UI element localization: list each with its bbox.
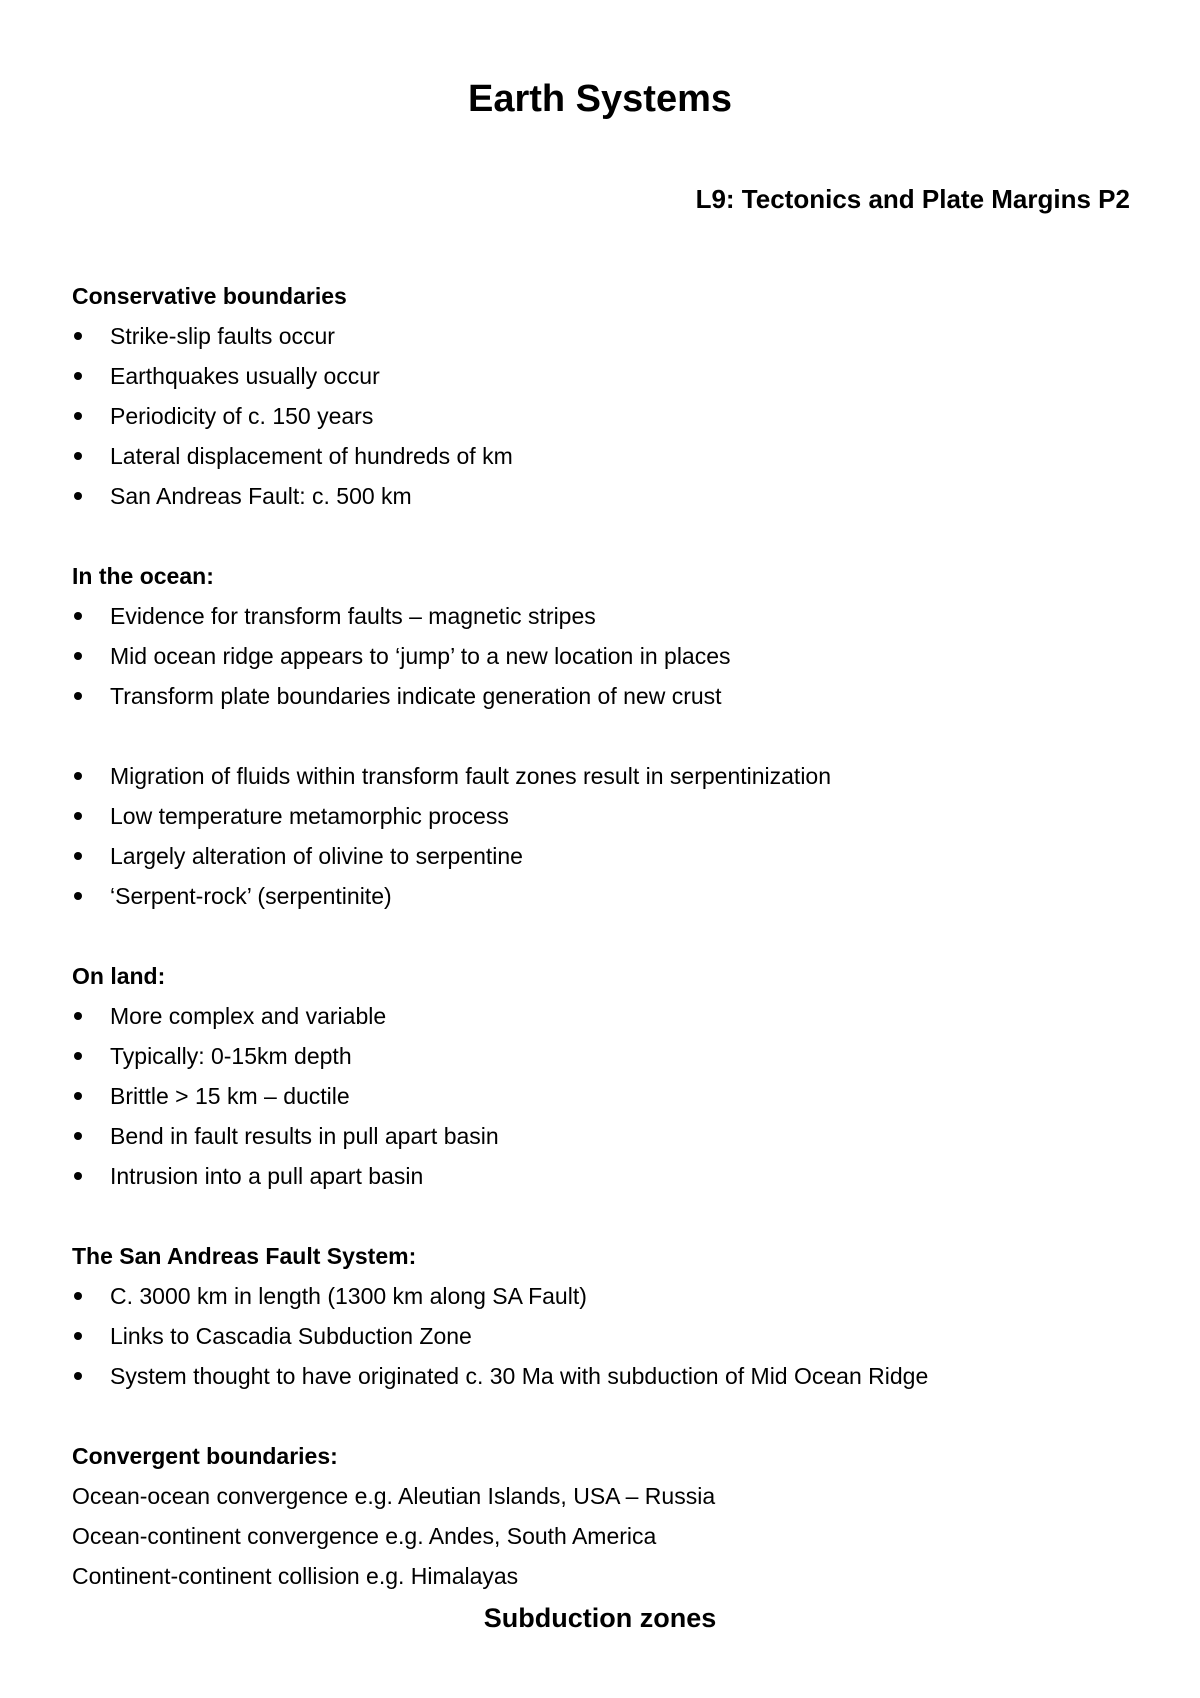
list-item: C. 3000 km in length (1300 km along SA Fault) (72, 1276, 1152, 1316)
list-item: Transform plate boundaries indicate generation of new crust (72, 676, 1152, 716)
list-item: Evidence for transform faults – magnetic stripes (72, 596, 1152, 636)
section-title-subduction: Subduction zones (483, 1603, 717, 1633)
list-item: Strike-slip faults occur (72, 316, 1152, 356)
spacer (72, 716, 1152, 756)
list-item: Mid ocean ridge appears to ‘jump’ to a new location in places (72, 636, 1152, 676)
list-item: Lateral displacement of hundreds of km (72, 436, 1152, 476)
spacer (72, 916, 1152, 956)
list-item: San Andreas Fault: c. 500 km (72, 476, 1152, 516)
list-item: Migration of fluids within transform fault zones result in serpentinization (72, 756, 1152, 796)
bullet-list-serpentinization (72, 756, 1152, 916)
text-line: Ocean-ocean convergence e.g. Aleutian Islands, USA – Russia (72, 1483, 716, 1509)
section-heading-land: On land: (72, 963, 166, 989)
list-item: Periodicity of c. 150 years (72, 396, 1152, 436)
bullet-list-ocean (72, 596, 1152, 716)
spacer (72, 516, 1152, 556)
document-body (72, 276, 1152, 1640)
list-item: Low temperature metamorphic process (72, 796, 1152, 836)
list-item: Links to Cascadia Subduction Zone (72, 1316, 1152, 1356)
section-heading-ocean: In the ocean: (72, 563, 214, 589)
list-item: Bend in fault results in pull apart basin (72, 1116, 1152, 1156)
list-item: Earthquakes usually occur (72, 356, 1152, 396)
list-item: System thought to have originated c. 30 Ma with subduction of Mid Ocean Ridge (72, 1356, 1152, 1396)
bullet-list-conservative (72, 316, 1152, 516)
list-item: Intrusion into a pull apart basin (72, 1156, 1152, 1196)
document-title: Earth Systems (467, 78, 732, 120)
section-heading-convergent: Convergent boundaries: (72, 1443, 338, 1469)
spacer (72, 1196, 1152, 1236)
bullet-list-san-andreas (72, 1276, 1152, 1396)
lecture-subtitle: L9: Tectonics and Plate Margins P2 (695, 184, 1130, 214)
list-item: Largely alteration of olivine to serpentine (72, 836, 1152, 876)
list-item: ‘Serpent-rock’ (serpentinite) (72, 876, 1152, 916)
text-line: Ocean-continent convergence e.g. Andes, South America (72, 1523, 657, 1549)
list-item: Typically: 0-15km depth (72, 1036, 1152, 1076)
list-item: More complex and variable (72, 996, 1152, 1036)
bullet-list-land (72, 996, 1152, 1196)
section-heading-san-andreas: The San Andreas Fault System: (72, 1243, 417, 1269)
text-line: Continent-continent collision e.g. Himalayas (72, 1563, 519, 1589)
spacer (72, 1396, 1152, 1436)
section-heading-conservative: Conservative boundaries (72, 283, 347, 309)
list-item: Brittle > 15 km – ductile (72, 1076, 1152, 1116)
